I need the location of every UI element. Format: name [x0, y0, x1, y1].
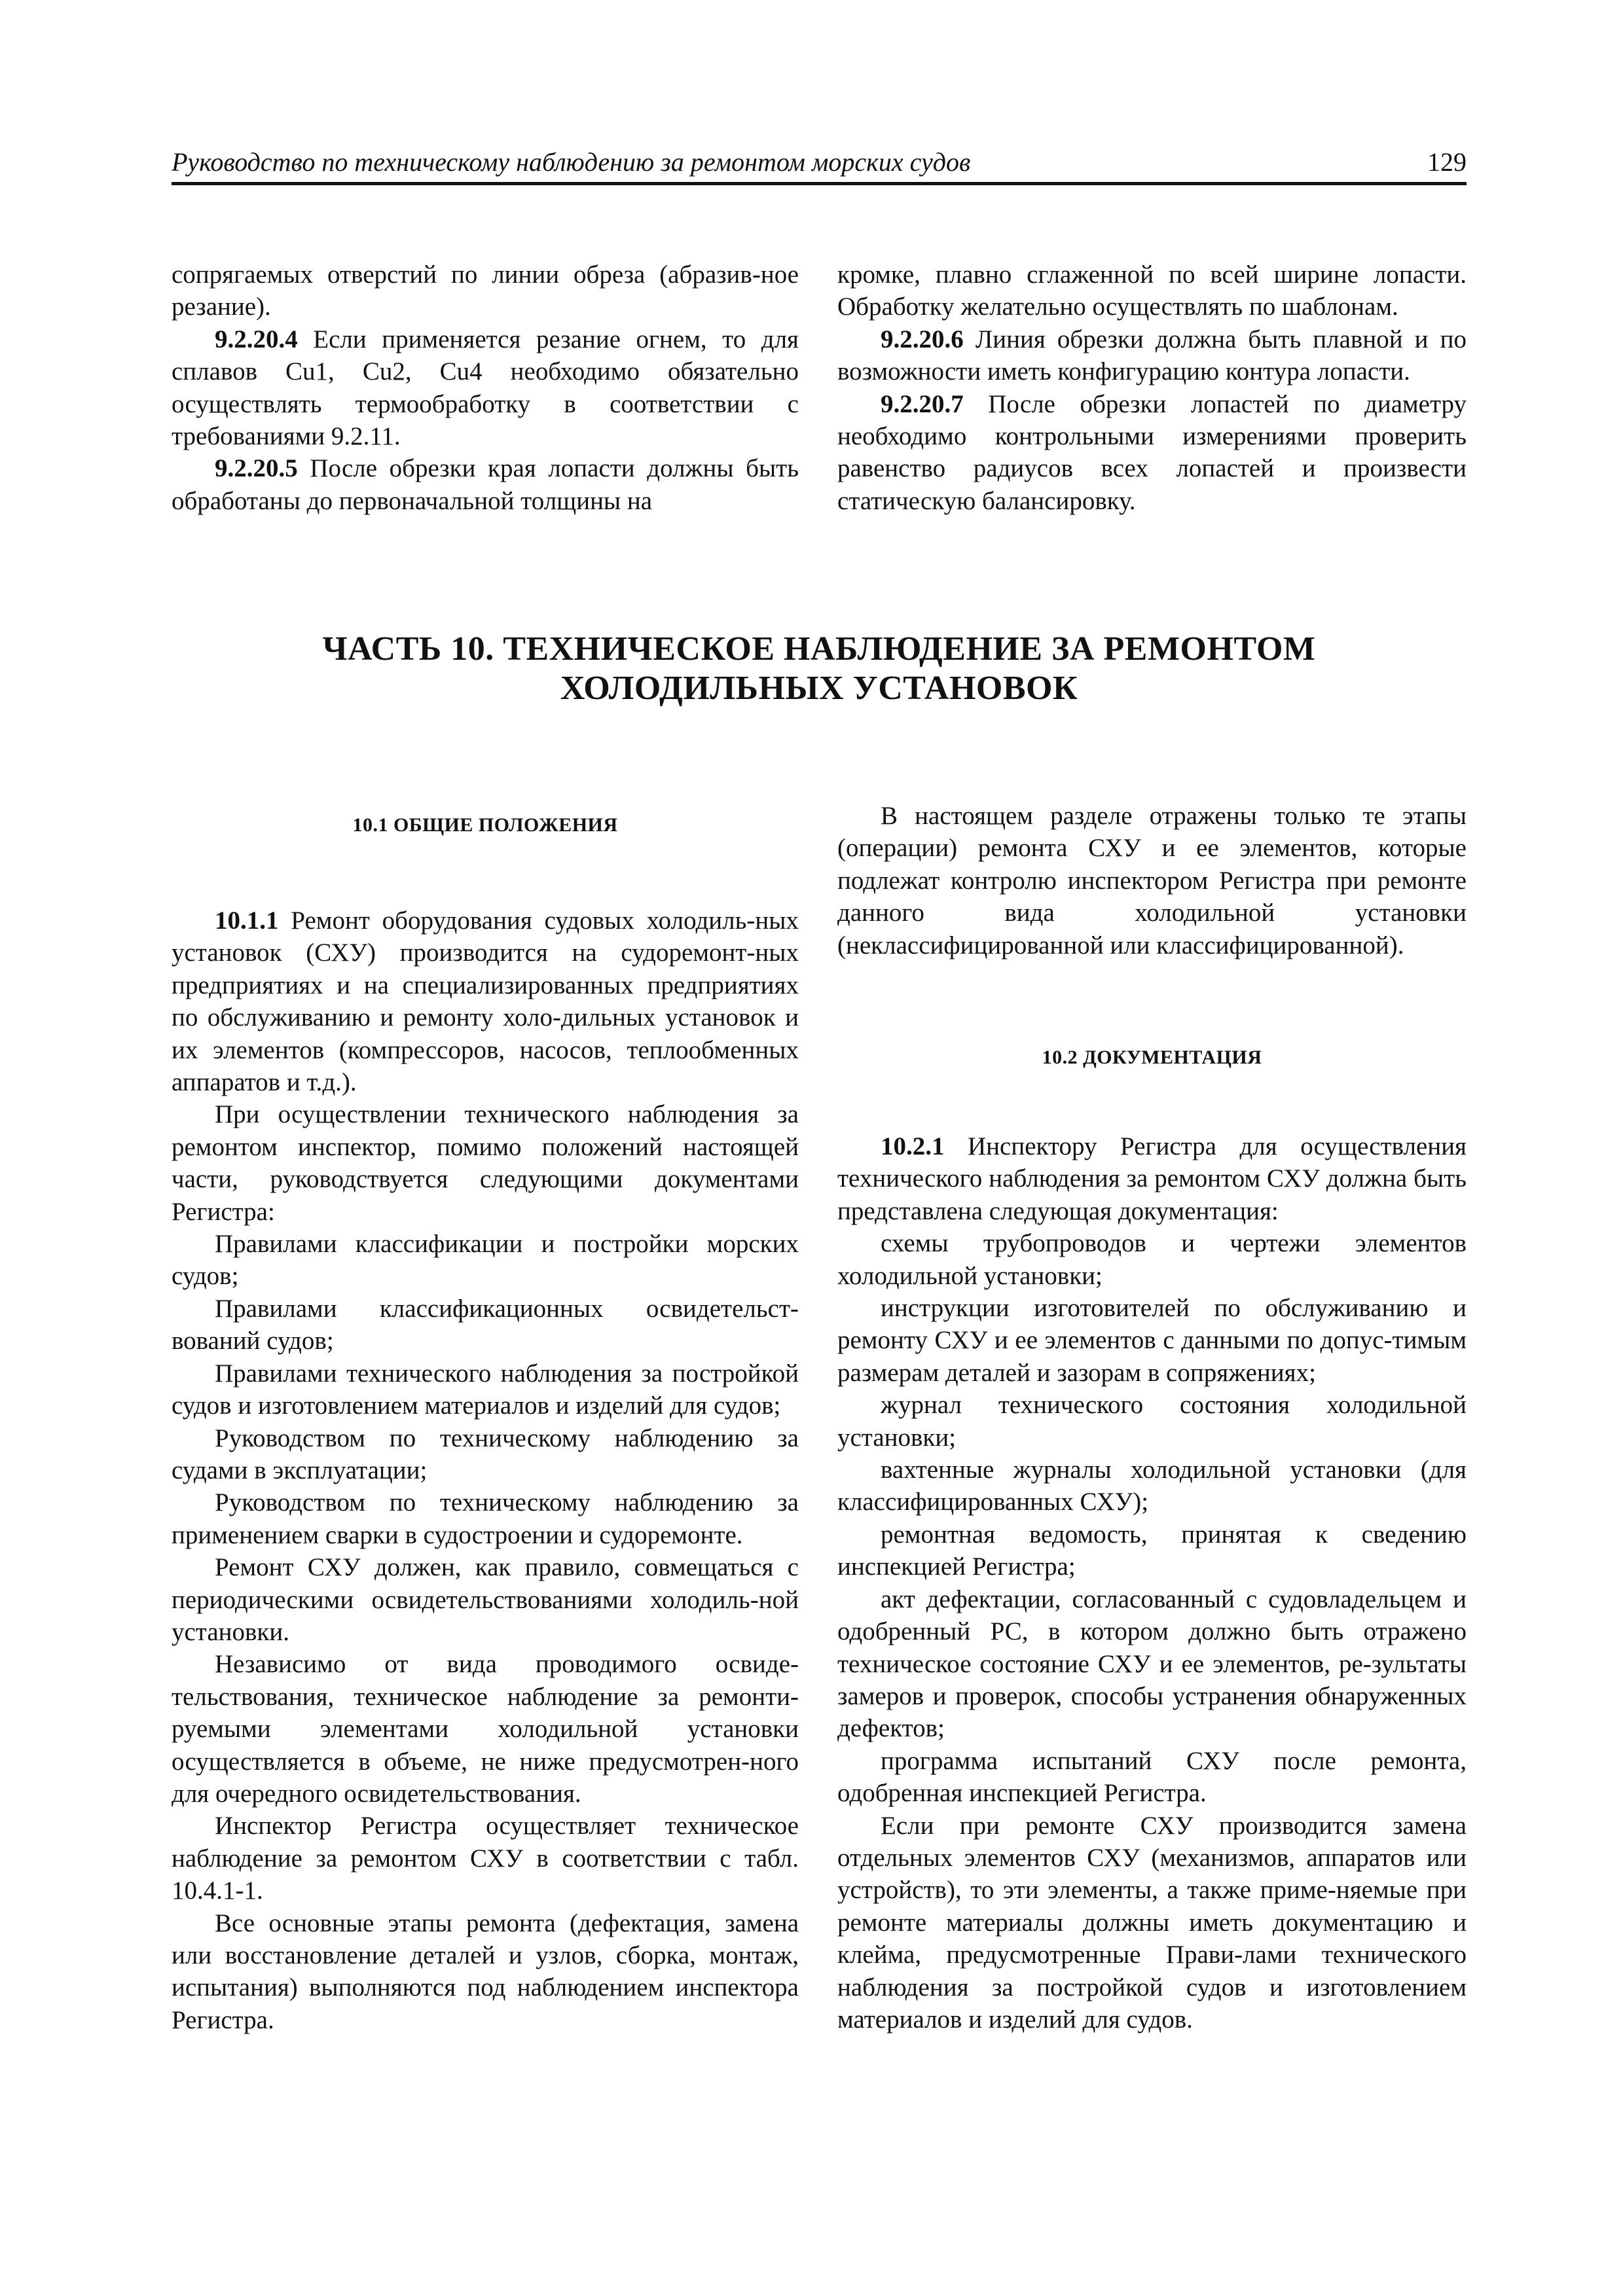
paragraph: Инспектор Регистра осуществляет техническое наблюдение за ремонтом СХУ в соответствии с табл. 10.4.1-1.	[172, 1812, 799, 1905]
paragraph: 9.2.20.4 Если применяется резание огнем, то для сплавов Cu1, Cu2, Cu4 необходимо обязательно осуществлять термообработку в соответствии с требованиями 9.2.11.	[172, 325, 799, 451]
clause-number: 10.1.1	[215, 906, 279, 935]
top-right-column	[837, 259, 1467, 517]
paragraph: Руководством по техническому наблюдению за судами в эксплуатации;	[172, 1424, 799, 1484]
page-header	[172, 145, 1467, 185]
clause-number: 9.2.20.5	[215, 454, 298, 483]
clause-number: 9.2.20.4	[215, 325, 298, 353]
list-item: ремонтная ведомость, принятая к сведению инспекцией Регистра;	[837, 1520, 1467, 1581]
list-item: вахтенные журналы холодильной установки (для классифицированных СХУ);	[837, 1456, 1467, 1516]
running-title: Руководство по техническому наблюдению за ремонтом морских судов	[172, 147, 971, 177]
top-left-column	[172, 259, 799, 517]
paragraph: 9.2.20.6 Линия обрезки должна быть плавной и по возможности иметь конфигурацию контура лопасти.	[837, 325, 1467, 386]
left-column-body	[172, 905, 799, 2036]
paragraph: Руководством по техническому наблюдению за применением сварки в судостроении и судоремонте.	[172, 1488, 799, 1549]
paragraph: Если при ремонте СХУ производится замена отдельных элементов СХУ (механизмов, аппаратов или устройств), то эти элементы, а также приме-няемые при ремонте материалы должны иметь документацию и клейма, предусмотренные Прави-лами технического наблюдения за постройкой судов и изготовлением материалов и изделий для судов.	[837, 1811, 1467, 2034]
paragraph: Правилами классификационных освидетельст-вований судов;	[172, 1294, 799, 1355]
right-column-body	[837, 1130, 1467, 2036]
paragraph: 10.1.1 Ремонт оборудования судовых холодиль-ных установок (СХУ) производится на судоремонт-ных предприятиях и на специализированных предприятиях по обслуживанию и ремонту холо-дильных установок и их элементов (компрессоров, насосов, теплообменных аппаратов и т.д.).	[172, 906, 799, 1097]
clause-number: 10.2.1	[881, 1132, 945, 1160]
page-number: 129	[1427, 147, 1467, 177]
paragraph: При осуществлении технического наблюдения за ремонтом инспектор, помимо положений настоящей части, руководствуется следующими документами Регистра:	[172, 1100, 799, 1226]
part-title-line1: ЧАСТЬ 10. ТЕХНИЧЕСКОЕ НАБЛЮДЕНИЕ ЗА РЕМОНТОМ	[322, 630, 1316, 668]
section-heading-10-2: 10.2 ДОКУМЕНТАЦИЯ	[1042, 1047, 1262, 1068]
paragraph: Правилами технического наблюдения за постройкой судов и изготовлением материалов и изделий для судов;	[172, 1359, 799, 1420]
list-item: схемы трубопроводов и чертежи элементов холодильной установки;	[837, 1229, 1467, 1290]
list-item: программа испытаний СХУ после ремонта, одобренная инспекцией Регистра.	[837, 1746, 1467, 1808]
clause-number: 9.2.20.7	[881, 389, 964, 418]
paragraph: В настоящем разделе отражены только те этапы (операции) ремонта СХУ и ее элементов, которые подлежат контролю инспектором Регистра при ремонте данного вида холодильной установки (неклассифицированной или классифицированной).	[837, 802, 1467, 960]
part-title-line2: ХОЛОДИЛЬНЫХ УСТАНОВОК	[560, 670, 1078, 707]
section-heading-10-1: 10.1 ОБЩИЕ ПОЛОЖЕНИЯ	[352, 814, 618, 836]
clause-number: 9.2.20.6	[881, 325, 964, 353]
paragraph: Все основные этапы ремонта (дефектация, замена или восстановление деталей и узлов, сборка, монтаж, испытания) выполняются под наблюдением инспектора Регистра.	[172, 1909, 799, 2034]
paragraph: Независимо от вида проводимого освиде-тельствования, техническое наблюдение за ремонти-руемыми элементами холодильной установки осуществляется в объеме, не ниже предусмотрен-ного для очередного освидетельствования.	[172, 1650, 799, 1808]
paragraph: 9.2.20.5 После обрезки края лопасти должны быть обработаны до первоначальной толщины на	[172, 454, 799, 515]
paragraph: 9.2.20.7 После обрезки лопастей по диаметру необходимо контрольными измерениями проверить равенство радиусов всех лопастей и произвести статическую балансировку.	[837, 389, 1467, 515]
paragraph: Ремонт СХУ должен, как правило, совмещаться с периодическими освидетельствованиями холодиль-ной установки.	[172, 1553, 799, 1646]
list-item: журнал технического состояния холодильной установки;	[837, 1391, 1467, 1452]
paragraph: сопрягаемых отверстий по линии обреза (абразив-ное резание).	[172, 260, 799, 321]
paragraph: 10.2.1 Инспектору Регистра для осуществления технического наблюдения за ремонтом СХУ должна быть представлена следующая документация:	[837, 1132, 1467, 1225]
paragraph: кромке, плавно сглаженной по всей ширине лопасти. Обработку желательно осуществлять по шаблонам.	[837, 260, 1467, 321]
paragraph: Правилами классификации и постройки морских судов;	[172, 1230, 799, 1291]
right-column-intro	[837, 800, 1467, 961]
list-item: инструкции изготовителей по обслуживанию и ремонту СХУ и ее элементов с данными по допус-тимым размерам деталей и зазорам в сопряжениях;	[837, 1294, 1467, 1387]
list-item: акт дефектации, согласованный с судовладельцем и одобренный РС, в котором должно быть отражено техническое состояние СХУ и ее элементов, ре-зультаты замеров и проверок, способы устранения обнаруженных дефектов;	[837, 1585, 1467, 1743]
part-title	[172, 630, 1467, 708]
